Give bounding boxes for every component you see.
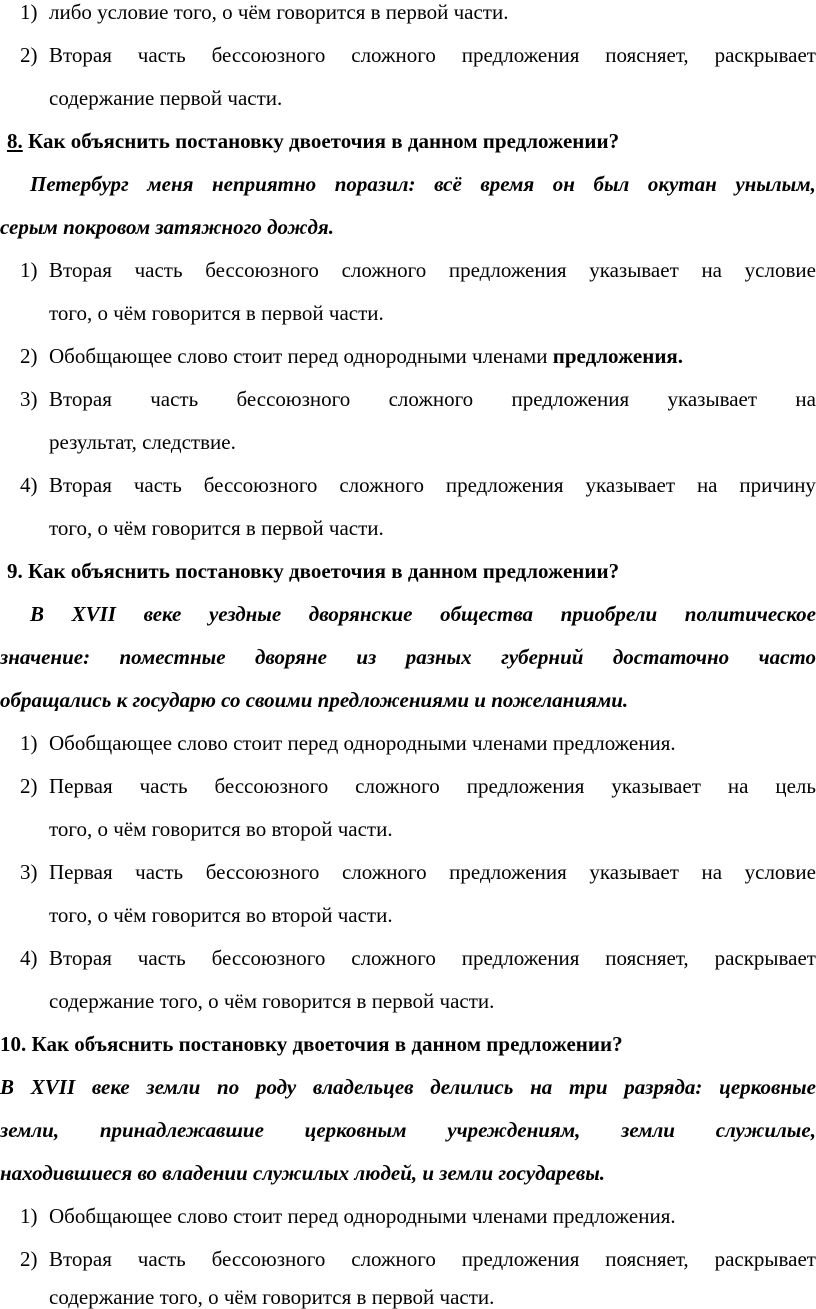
word: сложного xyxy=(351,43,436,67)
word: приобрели xyxy=(560,602,658,626)
word: церковным xyxy=(304,1118,407,1142)
question-text: Как объяснить постановку двоеточия в данном предложении? xyxy=(31,1032,623,1056)
word: из xyxy=(356,645,377,669)
example-sentence xyxy=(30,174,816,195)
option-text: того, о чём говорится в первой части. xyxy=(49,516,384,540)
word: предложения xyxy=(461,1247,580,1271)
word: на xyxy=(530,1075,553,1099)
example-sentence xyxy=(0,1120,816,1141)
word: предложения xyxy=(466,774,585,798)
word: роду xyxy=(255,1075,297,1099)
word: три xyxy=(569,1075,608,1099)
word: был xyxy=(593,172,630,196)
option-text: того, о чём говорится во второй части. xyxy=(49,817,393,841)
option-number: 2) xyxy=(20,344,38,368)
word: дворяне xyxy=(254,645,327,669)
question-number: 8. xyxy=(7,129,23,153)
word: Вторая xyxy=(49,1247,112,1271)
word: на xyxy=(795,387,816,411)
word: Первая xyxy=(49,860,113,884)
option-number: 4) xyxy=(20,946,38,970)
option-text: того, о чём говорится во второй части. xyxy=(49,903,393,927)
example-sentence: серым покровом затяжного дождя. xyxy=(0,215,334,239)
option-text-bold: предложения. xyxy=(552,344,684,368)
word: бессоюзного xyxy=(211,946,326,970)
word: бессоюзного xyxy=(236,387,351,411)
question-10 xyxy=(0,1034,623,1055)
word: поясняет, xyxy=(605,946,689,970)
word: Первая xyxy=(49,774,113,798)
example-sentence: обращались к государю со своими предложениями и пожеланиями. xyxy=(0,688,629,712)
option-number: 1) xyxy=(20,0,38,24)
word: предложения xyxy=(461,43,580,67)
word: служилые, xyxy=(715,1118,816,1142)
word: XVII xyxy=(30,1075,76,1099)
word: неприятно xyxy=(212,172,317,196)
word: указывает xyxy=(589,258,679,282)
word: сложного xyxy=(341,258,427,282)
example-sentence: находившиеся во владении служилых людей, и земли государевы. xyxy=(0,1161,606,1185)
word: бессоюзного xyxy=(205,258,319,282)
word: часть xyxy=(137,1247,186,1271)
example-sentence xyxy=(0,647,816,668)
word: поясняет, xyxy=(605,43,689,67)
question-number: 10. xyxy=(0,1032,27,1056)
word: указывает xyxy=(589,860,679,884)
word: предложения xyxy=(445,473,564,497)
option-text: содержание первой части. xyxy=(49,86,283,110)
question-8 xyxy=(7,131,619,152)
option-text: Обобщающее слово стоит перед однородными членами предложения. xyxy=(49,1204,676,1228)
option-text: содержание того, о чём говорится в первой части. xyxy=(49,989,495,1013)
word: время xyxy=(480,172,535,196)
word: сложного xyxy=(355,774,440,798)
option-number: 4) xyxy=(20,473,38,497)
option-number: 1) xyxy=(20,731,38,755)
word: земли, xyxy=(0,1118,60,1142)
option-text xyxy=(49,948,816,969)
word: часть xyxy=(133,473,182,497)
word: достаточно xyxy=(612,645,730,669)
word: Вторая xyxy=(49,43,112,67)
option-number: 2) xyxy=(20,774,38,798)
word: на xyxy=(701,258,722,282)
word: часть xyxy=(134,258,183,282)
word: значение: xyxy=(0,645,91,669)
word: часто xyxy=(758,645,816,669)
option-text: того, о чём говорится в первой части. xyxy=(49,301,384,325)
word: раскрывает xyxy=(714,946,816,970)
word: унылым, xyxy=(735,172,816,196)
word: он xyxy=(552,172,575,196)
word: губерний xyxy=(501,645,584,669)
word: на xyxy=(696,473,718,497)
word: предложения xyxy=(511,387,630,411)
example-sentence xyxy=(0,1077,816,1098)
word: принадлежавшие xyxy=(99,1118,264,1142)
word: часть xyxy=(135,860,184,884)
word: бессоюзного xyxy=(214,774,329,798)
word: В xyxy=(30,602,45,626)
word: условие xyxy=(744,860,816,884)
word: разных xyxy=(405,645,472,669)
word: поместные xyxy=(119,645,226,669)
word: общества xyxy=(440,602,533,626)
word: веке xyxy=(91,1075,130,1099)
word: указывает xyxy=(611,774,701,798)
word: веке xyxy=(143,602,182,626)
option-number: 1) xyxy=(20,1204,38,1228)
word: делились xyxy=(430,1075,514,1099)
word: цель xyxy=(775,774,816,798)
word: на xyxy=(701,860,723,884)
option-text xyxy=(49,475,816,496)
word: бессоюзного xyxy=(203,473,318,497)
word: предложения xyxy=(449,860,567,884)
word: условие xyxy=(744,258,816,282)
option-text xyxy=(49,1249,816,1270)
option-number: 3) xyxy=(20,860,38,884)
word: сложного xyxy=(339,473,424,497)
word: указывает xyxy=(667,387,758,411)
word: учреждениям, xyxy=(447,1118,581,1142)
example-sentence xyxy=(30,604,816,625)
word: В xyxy=(0,1075,15,1099)
word: дворянские xyxy=(308,602,413,626)
word: разряда: xyxy=(624,1075,703,1099)
question-text: Как объяснить постановку двоеточия в данном предложении? xyxy=(28,129,620,153)
word: земли xyxy=(621,1118,675,1142)
question-text: Как объяснить постановку двоеточия в данном предложении? xyxy=(28,559,620,583)
question-number: 9. xyxy=(7,559,23,583)
word: бессоюзного xyxy=(205,860,320,884)
word: часть xyxy=(150,387,199,411)
word: сложного xyxy=(351,946,436,970)
word: Вторая xyxy=(49,946,112,970)
word: поясняет, xyxy=(605,1247,689,1271)
option-number: 1) xyxy=(20,258,38,282)
word: по xyxy=(217,1075,240,1099)
word: раскрывает xyxy=(714,43,816,67)
word: бессоюзного xyxy=(211,1247,326,1271)
option-text xyxy=(49,862,816,883)
word: всё xyxy=(434,172,462,196)
word: часть xyxy=(137,946,186,970)
word: Вторая xyxy=(49,387,112,411)
word: сложного xyxy=(351,1247,436,1271)
option-text: результат, следствие. xyxy=(49,430,236,454)
word: указывает xyxy=(585,473,676,497)
word: часть xyxy=(137,43,186,67)
option-text xyxy=(49,260,816,281)
option-number: 2) xyxy=(20,1247,38,1271)
word: Вторая xyxy=(49,473,112,497)
word: часть xyxy=(139,774,188,798)
word: XVII xyxy=(71,602,116,626)
word: бессоюзного xyxy=(211,43,326,67)
word: Вторая xyxy=(49,258,112,282)
word: политическое xyxy=(684,602,816,626)
word: раскрывает xyxy=(714,1247,816,1271)
word: Петербург xyxy=(30,172,129,196)
option-text xyxy=(49,45,816,66)
option-text-main: Обобщающее слово стоит перед однородными членами xyxy=(49,344,548,368)
option-number: 3) xyxy=(20,387,38,411)
option-text: либо условие того, о чём говорится в первой части. xyxy=(49,0,509,24)
option-text xyxy=(49,389,816,410)
option-text xyxy=(49,776,816,797)
option-text: содержание того, о чём говорится в первой части. xyxy=(49,1285,495,1309)
word: предложения xyxy=(461,946,580,970)
word: предложения xyxy=(448,258,567,282)
option-text: Обобщающее слово стоит перед однородными членами предложения. xyxy=(49,731,676,755)
word: земли xyxy=(146,1075,201,1099)
word: поразил: xyxy=(334,172,416,196)
word: меня xyxy=(147,172,194,196)
option-number: 2) xyxy=(20,43,38,67)
word: причину xyxy=(739,473,816,497)
question-9 xyxy=(7,561,619,582)
option-text xyxy=(49,346,683,367)
word: окутан xyxy=(647,172,717,196)
word: церковные xyxy=(719,1075,816,1099)
word: владельцев xyxy=(312,1075,414,1099)
word: уездные xyxy=(208,602,282,626)
word: сложного xyxy=(388,387,474,411)
word: сложного xyxy=(341,860,427,884)
word: на xyxy=(727,774,749,798)
